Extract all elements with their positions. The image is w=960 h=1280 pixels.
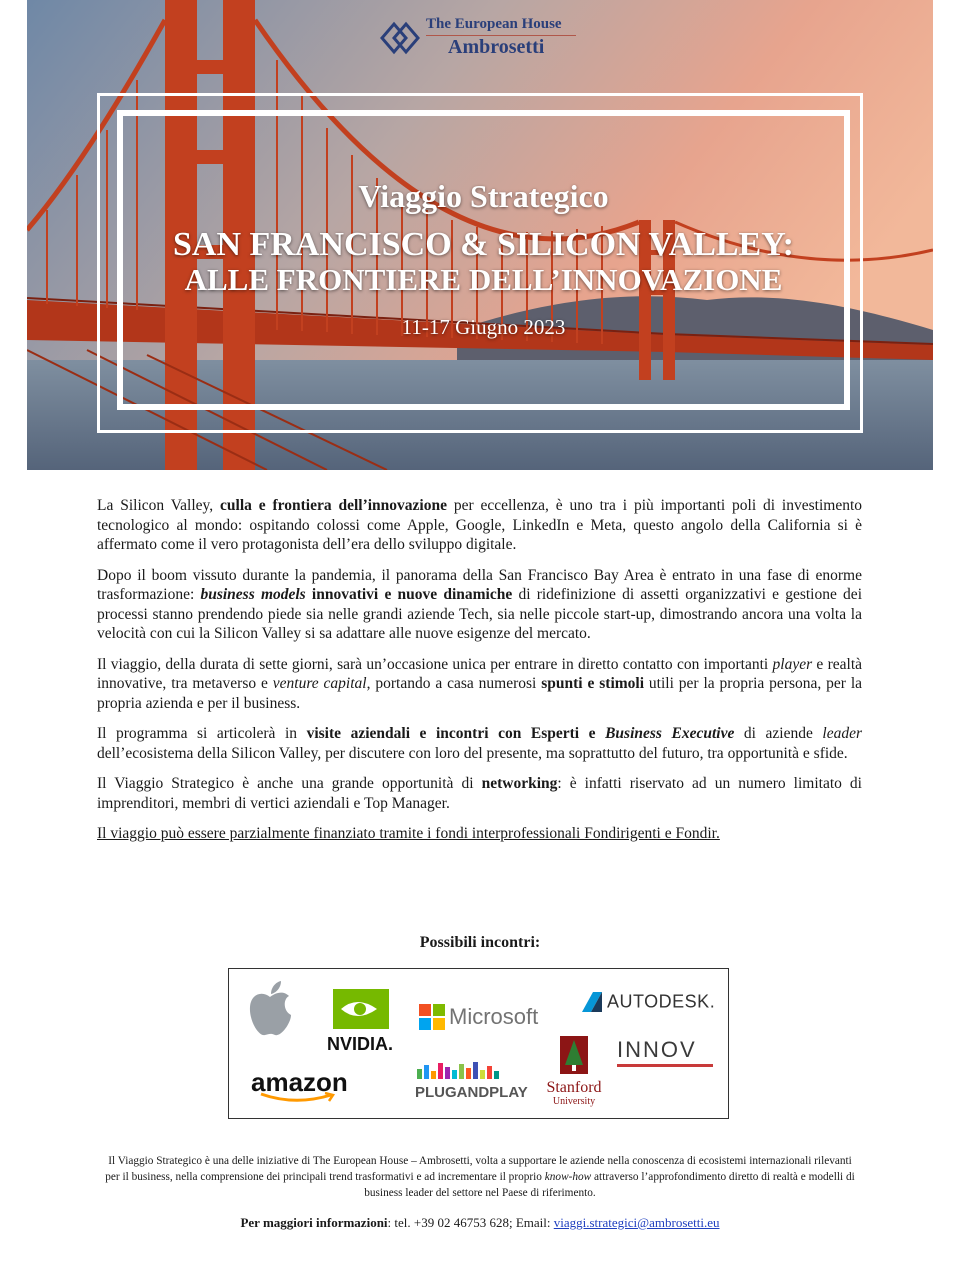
plug-and-play-wordmark: PLUGANDPLAY [415,1084,528,1101]
paragraph-1: La Silicon Valley, culla e frontiera dell’innovazione per eccellenza, è uno tra i più importanti poli di investimento tecnologico al mondo: ospitando colossi come Apple, Google, LinkedIn e Meta, questo angolo della California si è affermato come il vero protagonista dell’era dello sviluppo digitale. [97,497,863,553]
autodesk-a-icon [581,991,603,1013]
footer-note: Il Viaggio Strategico è una delle iniziative di The European House – Ambrosetti, volta a supportare le aziende nella conoscenza di ecosistemi internazionali rilevanti per il business, nella comprensione dei principali trend trasformativi e ad incrementare il proprio know-how attraverso l’approfondimento diretto di realtà e modelli di business leader del settore nel Paese di riferimento. [105,1155,855,1199]
innov-underline [617,1064,713,1067]
contact-label: Per maggiori informazioni [240,1215,388,1230]
ambrosetti-logo-mark-icon [378,18,422,58]
amazon-logo [251,1067,348,1104]
innov-wordmark: INNOV [617,1037,697,1062]
nvidia-wordmark: NVIDIA. [327,1034,394,1054]
meetings-title: Possibili incontri: [419,934,541,951]
paragraph-3: Il viaggio, della durata di sette giorni, sarà un’occasione unica per entrare in diretto contatto con importanti player e realtà innovative, tra metaverso e venture capital, portando a casa numerosi spunti e stimoli utili per la propria persona, per la propria azienda e per il business. [97,655,863,712]
hero-title-line-2: ALLE FRONTIERE DELL’INNOVAZIONE [184,262,783,297]
stanford-logo [539,1035,609,1107]
contact-email-link[interactable]: viaggi.strategici@ambrosetti.eu [553,1215,720,1230]
nvidia-eye-icon [327,987,393,1031]
body-text [97,496,862,855]
paragraph-5: Il Viaggio Strategico è anche una grande opportunità di networking: è infatti riservato ad un numero limitato di imprenditori, membri di vertici aziendali e Top Manager. [97,775,862,812]
stanford-tree-icon [559,1035,589,1075]
microsoft-logo [419,1004,538,1034]
logo-line-1: The European House [426,16,562,32]
autodesk-logo [581,991,715,1013]
hero-dates: 11-17 Giugno 2023 [401,315,566,339]
plug-and-play-bars-icon [415,1061,505,1079]
nvidia-logo [327,987,393,1055]
innov-logo [617,1037,713,1067]
plug-and-play-logo [415,1061,528,1101]
stanford-wordmark: Stanford [546,1079,602,1096]
paragraph-2: Dopo il boom vissuto durante la pandemia, il panorama della San Francisco Bay Area è entrato in una fase di enorme trasformazione: business models innovativi e nuove dinamiche di ridefinizione di assetti organizzativi e gestione dei processi stanno prendendo piede sia nelle grandi aziende Tech, sia nelle piccole start-up, dimostrando ancora una volta la velocità con cui la Silicon Valley si sa adattare alle nuove esigenze del mercato. [97,566,862,642]
apple-logo-icon [245,979,295,1039]
microsoft-squares-icon [419,1004,445,1030]
contact-info [0,1215,960,1231]
hero-kicker: Viaggio Strategico [358,178,609,214]
funding-note: Il viaggio può essere parzialmente finanziato tramite i fondi interprofessionali Fondirigenti e Fondir. [97,825,720,842]
company-logos-box [228,968,729,1119]
microsoft-wordmark: Microsoft [449,1004,539,1029]
autodesk-wordmark: AUTODESK. [607,991,716,1012]
hero-title-line-1: SAN FRANCISCO & SILICON VALLEY: [173,226,794,263]
amazon-wordmark: amazon [251,1067,348,1097]
ambrosetti-logo [378,14,598,62]
contact-details: : tel. +39 02 46753 628; Email: [387,1215,554,1230]
stanford-subtitle: University [552,1096,596,1107]
paragraph-4: Il programma si articolerà in visite aziendali e incontri con Esperti e Business Executive di aziende leader dell’ecosistema della Silicon Valley, per discutere con loro del presente, ma soprattutto del futuro, tra opportunità e sfide. [97,725,862,762]
logo-line-2: Ambrosetti [448,36,545,58]
